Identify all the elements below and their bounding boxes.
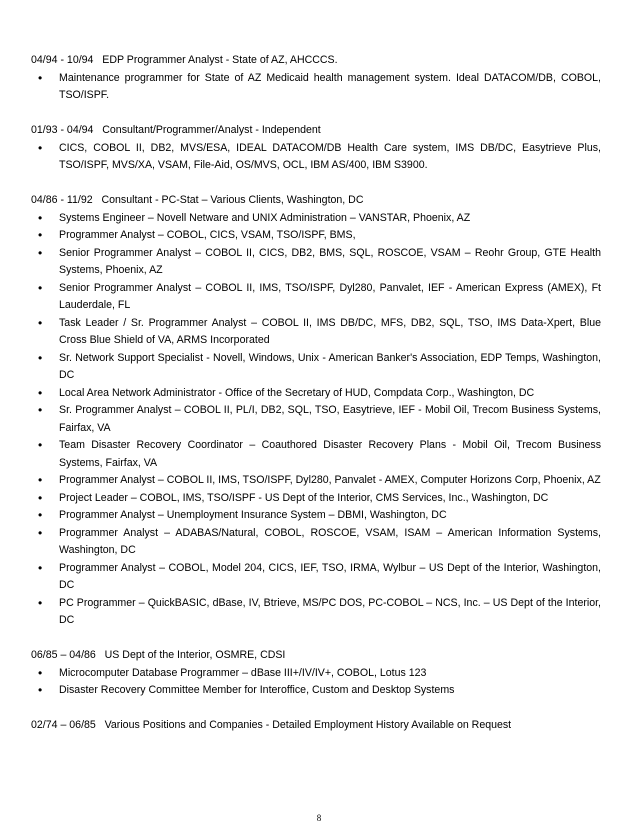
job-bullet-list [31, 140, 601, 175]
list-item: • Microcomputer Database Programmer – dBase III+/IV/IV+, COBOL, Lotus 123 [31, 665, 601, 683]
job-bullet-list [31, 665, 601, 700]
list-item: • Programmer Analyst – Unemployment Insurance System – DBMI, Washington, DC [31, 507, 601, 525]
job-heading: 02/74 – 06/85 Various Positions and Companies - Detailed Employment History Available on Request [31, 719, 512, 731]
resume-page [31, 52, 601, 752]
list-item: • Team Disaster Recovery Coordinator – Coauthored Disaster Recovery Plans - Mobil Oil, Trecom Business Systems, Fairfax, VA [31, 437, 601, 472]
job-heading: 04/86 - 11/92 Consultant - PC-Stat – Various Clients, Washington, DC [31, 194, 364, 206]
job-section [31, 192, 601, 630]
list-item: • Programmer Analyst – COBOL II, IMS, TSO/ISPF, Dyl280, Panvalet - AMEX, Computer Horizons Corp, Phoenix, AZ [31, 472, 601, 490]
list-item: • Programmer Analyst – COBOL, Model 204, CICS, IEF, TSO, IRMA, Wylbur – US Dept of the Interior, Washington, DC [31, 560, 601, 595]
list-item: • Task Leader / Sr. Programmer Analyst – COBOL II, IMS DB/DC, MFS, DB2, SQL, TSO, IMS Data-Xpert, Blue Cross Blue Shield of VA, ARMS Incorporated [31, 315, 601, 350]
list-item: • Programmer Analyst – ADABAS/Natural, COBOL, ROSCOE, VSAM, ISAM – American Information Systems, Washington, DC [31, 525, 601, 560]
job-section [31, 52, 601, 105]
page-number: 8 [316, 813, 322, 823]
list-item: • Local Area Network Administrator - Office of the Secretary of HUD, Compdata Corp., Washington, DC [31, 385, 601, 403]
job-bullet-list [31, 210, 601, 630]
job-heading: 06/85 – 04/86 US Dept of the Interior, OSMRE, CDSI [31, 649, 286, 661]
job-heading: 01/93 - 04/94 Consultant/Programmer/Analyst - Independent [31, 124, 321, 136]
job-bullet-list [31, 70, 601, 105]
list-item: • Systems Engineer – Novell Netware and UNIX Administration – VANSTAR, Phoenix, AZ [31, 210, 601, 228]
list-item: • Disaster Recovery Committee Member for Interoffice, Custom and Desktop Systems [31, 682, 601, 700]
list-item: • Project Leader – COBOL, IMS, TSO/ISPF - US Dept of the Interior, CMS Services, Inc., Washington, DC [31, 490, 601, 508]
list-item: • Maintenance programmer for State of AZ Medicaid health management system. Ideal DATACOM/DB, COBOL, TSO/ISPF. [31, 70, 601, 105]
list-item: • Senior Programmer Analyst – COBOL II, CICS, DB2, BMS, SQL, ROSCOE, VSAM – Reohr Group, GTE Health Systems, Phoenix, AZ [31, 245, 601, 280]
job-section [31, 647, 601, 700]
list-item: • CICS, COBOL II, DB2, MVS/ESA, IDEAL DATACOM/DB Health Care system, IMS DB/DC, Easytrieve Plus, TSO/ISPF, MVS/XA, VSAM, File-Aid, OS/MVS, OCL, IBM AS/400, IBM S3900. [31, 140, 601, 175]
list-item: • Sr. Programmer Analyst – COBOL II, PL/I, DB2, SQL, TSO, Easytrieve, IEF - Mobil Oil, Trecom Business Systems, Fairfax, VA [31, 402, 601, 437]
list-item: • PC Programmer – QuickBASIC, dBase, IV, Btrieve, MS/PC DOS, PC-COBOL – NCS, Inc. – US Dept of the Interior, DC [31, 595, 601, 630]
list-item: • Programmer Analyst – COBOL, CICS, VSAM, TSO/ISPF, BMS, [31, 227, 601, 245]
list-item: • Sr. Network Support Specialist - Novell, Windows, Unix - American Banker's Association, EDP Temps, Washington, DC [31, 350, 601, 385]
job-heading: 04/94 - 10/94 EDP Programmer Analyst - State of AZ, AHCCCS. [31, 54, 338, 66]
list-item: • Senior Programmer Analyst – COBOL II, IMS, TSO/ISPF, Dyl280, Panvalet, IEF - American Express (AMEX), Ft Lauderdale, FL [31, 280, 601, 315]
job-section [31, 122, 601, 175]
job-section [31, 717, 601, 735]
